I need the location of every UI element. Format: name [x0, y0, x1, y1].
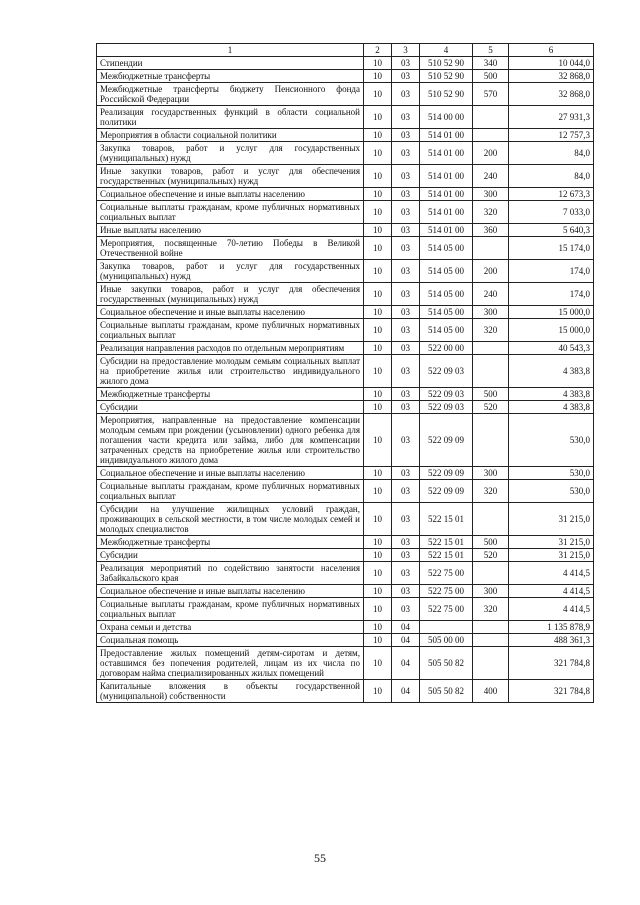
- cell-subsection: 03: [392, 319, 420, 342]
- cell-amount: 15 000,0: [509, 319, 594, 342]
- table-row: [97, 480, 594, 503]
- cell-target-article: 514 00 00: [420, 106, 473, 129]
- cell-subsection: 03: [392, 503, 420, 536]
- cell-amount: 4 414,5: [509, 598, 594, 621]
- cell-section: 10: [364, 106, 392, 129]
- cell-expense-type: [473, 503, 509, 536]
- cell-expense-type: [473, 414, 509, 467]
- table-row: [97, 283, 594, 306]
- cell-expense-type: 200: [473, 260, 509, 283]
- cell-subsection: 03: [392, 129, 420, 142]
- cell-name: Межбюджетные трансферты: [97, 70, 364, 83]
- cell-subsection: 03: [392, 585, 420, 598]
- cell-expense-type: 320: [473, 201, 509, 224]
- cell-name: Мероприятия в области социальной политики: [97, 129, 364, 142]
- cell-subsection: 03: [392, 70, 420, 83]
- cell-name: Субсидии: [97, 401, 364, 414]
- cell-subsection: 03: [392, 142, 420, 165]
- cell-subsection: 03: [392, 83, 420, 106]
- cell-amount: 321 784,8: [509, 647, 594, 680]
- cell-name: Межбюджетные трансферты бюджету Пенсионного фонда Российской Федерации: [97, 83, 364, 106]
- table-row: [97, 70, 594, 83]
- cell-section: 10: [364, 467, 392, 480]
- cell-expense-type: 500: [473, 388, 509, 401]
- cell-amount: 15 174,0: [509, 237, 594, 260]
- cell-amount: 174,0: [509, 283, 594, 306]
- cell-amount: 530,0: [509, 480, 594, 503]
- table-row: [97, 355, 594, 388]
- cell-amount: 27 931,3: [509, 106, 594, 129]
- cell-amount: 12 757,3: [509, 129, 594, 142]
- cell-name: Социальное обеспечение и иные выплаты населению: [97, 306, 364, 319]
- cell-name: Реализация направления расходов по отдельным мероприятиям: [97, 342, 364, 355]
- cell-amount: 174,0: [509, 260, 594, 283]
- cell-expense-type: 320: [473, 598, 509, 621]
- cell-expense-type: [473, 355, 509, 388]
- cell-section: 10: [364, 165, 392, 188]
- cell-expense-type: [473, 562, 509, 585]
- cell-section: 10: [364, 201, 392, 224]
- cell-expense-type: 500: [473, 536, 509, 549]
- cell-target-article: 510 52 90: [420, 70, 473, 83]
- budget-table-container: [96, 43, 593, 703]
- cell-name: Предоставление жилых помещений детям-сиротам и детям, оставшимся без попечения родителей, лицам из их числа по договорам найма специализированных жилых помещений: [97, 647, 364, 680]
- cell-subsection: 04: [392, 647, 420, 680]
- table-row: [97, 224, 594, 237]
- cell-amount: 31 215,0: [509, 503, 594, 536]
- header-col-2: 2: [364, 44, 392, 57]
- cell-subsection: 04: [392, 634, 420, 647]
- cell-subsection: 03: [392, 401, 420, 414]
- cell-section: 10: [364, 224, 392, 237]
- cell-section: 10: [364, 355, 392, 388]
- cell-subsection: 03: [392, 562, 420, 585]
- cell-amount: 84,0: [509, 142, 594, 165]
- table-row: [97, 503, 594, 536]
- header-col-6: 6: [509, 44, 594, 57]
- cell-subsection: 03: [392, 283, 420, 306]
- cell-section: 10: [364, 503, 392, 536]
- table-row: [97, 536, 594, 549]
- cell-subsection: 03: [392, 467, 420, 480]
- cell-expense-type: 300: [473, 467, 509, 480]
- cell-target-article: 514 01 00: [420, 224, 473, 237]
- cell-expense-type: 240: [473, 283, 509, 306]
- cell-section: 10: [364, 319, 392, 342]
- cell-section: 10: [364, 342, 392, 355]
- cell-name: Социальные выплаты гражданам, кроме публичных нормативных социальных выплат: [97, 598, 364, 621]
- cell-target-article: 514 01 00: [420, 165, 473, 188]
- cell-target-article: 514 05 00: [420, 237, 473, 260]
- cell-name: Реализация государственных функций в области социальной политики: [97, 106, 364, 129]
- cell-name: Мероприятия, направленные на предоставление компенсации молодым семьям при рождении (усыновлении) одного ребенка для погашения части кредита или займа, либо для компенсации затраченных средств на приобретение жилья или строительство индивидуального жилого дома: [97, 414, 364, 467]
- cell-amount: 530,0: [509, 467, 594, 480]
- cell-expense-type: 340: [473, 57, 509, 70]
- table-row: [97, 467, 594, 480]
- cell-target-article: 505 50 82: [420, 647, 473, 680]
- cell-amount: 31 215,0: [509, 549, 594, 562]
- cell-name: Охрана семьи и детства: [97, 621, 364, 634]
- table-body: [97, 57, 594, 703]
- cell-section: 10: [364, 188, 392, 201]
- cell-expense-type: 300: [473, 306, 509, 319]
- cell-name: Субсидии на предоставление молодым семьям социальных выплат на приобретение жилья или строительство индивидуального жилого дома: [97, 355, 364, 388]
- cell-section: 10: [364, 598, 392, 621]
- cell-amount: 4 383,8: [509, 388, 594, 401]
- cell-name: Социальные выплаты гражданам, кроме публичных нормативных социальных выплат: [97, 319, 364, 342]
- cell-amount: 10 044,0: [509, 57, 594, 70]
- cell-section: 10: [364, 306, 392, 319]
- cell-section: 10: [364, 129, 392, 142]
- cell-name: Иные выплаты населению: [97, 224, 364, 237]
- cell-expense-type: 200: [473, 142, 509, 165]
- table-row: [97, 142, 594, 165]
- cell-name: Межбюджетные трансферты: [97, 536, 364, 549]
- table-row: [97, 237, 594, 260]
- cell-target-article: 522 09 03: [420, 388, 473, 401]
- cell-target-article: 522 15 01: [420, 503, 473, 536]
- cell-expense-type: 520: [473, 549, 509, 562]
- cell-target-article: 514 01 00: [420, 201, 473, 224]
- cell-target-article: 514 05 00: [420, 306, 473, 319]
- table-row: [97, 549, 594, 562]
- cell-name: Социальное обеспечение и иные выплаты населению: [97, 188, 364, 201]
- cell-target-article: 522 09 09: [420, 414, 473, 467]
- cell-section: 10: [364, 260, 392, 283]
- cell-subsection: 03: [392, 237, 420, 260]
- cell-section: 10: [364, 142, 392, 165]
- cell-subsection: 03: [392, 306, 420, 319]
- cell-expense-type: 300: [473, 188, 509, 201]
- cell-name: Стипендии: [97, 57, 364, 70]
- cell-expense-type: 400: [473, 680, 509, 703]
- cell-amount: 4 414,5: [509, 562, 594, 585]
- cell-subsection: 03: [392, 165, 420, 188]
- cell-target-article: 522 09 03: [420, 355, 473, 388]
- cell-amount: 84,0: [509, 165, 594, 188]
- cell-section: 10: [364, 388, 392, 401]
- cell-section: 10: [364, 414, 392, 467]
- cell-amount: 1 135 878,9: [509, 621, 594, 634]
- cell-name: Реализация мероприятий по содействию занятости населения Забайкальского края: [97, 562, 364, 585]
- table-row: [97, 598, 594, 621]
- cell-expense-type: [473, 237, 509, 260]
- cell-subsection: 03: [392, 480, 420, 503]
- cell-name: Социальное обеспечение и иные выплаты населению: [97, 467, 364, 480]
- table-row: [97, 106, 594, 129]
- cell-name: Капитальные вложения в объекты государственной (муниципальной) собственности: [97, 680, 364, 703]
- cell-target-article: 514 01 00: [420, 129, 473, 142]
- cell-amount: 31 215,0: [509, 536, 594, 549]
- cell-amount: 7 033,0: [509, 201, 594, 224]
- cell-target-article: 522 75 00: [420, 562, 473, 585]
- cell-target-article: 522 75 00: [420, 585, 473, 598]
- table-row: [97, 306, 594, 319]
- cell-target-article: 505 00 00: [420, 634, 473, 647]
- cell-subsection: 03: [392, 57, 420, 70]
- cell-target-article: [420, 621, 473, 634]
- page-number: 55: [314, 851, 326, 865]
- cell-target-article: 522 15 01: [420, 549, 473, 562]
- cell-name: Социальные выплаты гражданам, кроме публичных нормативных социальных выплат: [97, 480, 364, 503]
- cell-expense-type: 320: [473, 480, 509, 503]
- cell-subsection: 03: [392, 224, 420, 237]
- header-col-4: 4: [420, 44, 473, 57]
- cell-section: 10: [364, 480, 392, 503]
- cell-subsection: 03: [392, 414, 420, 467]
- cell-expense-type: 570: [473, 83, 509, 106]
- cell-target-article: 510 52 90: [420, 83, 473, 106]
- cell-amount: 4 383,8: [509, 355, 594, 388]
- cell-section: 10: [364, 585, 392, 598]
- cell-subsection: 03: [392, 388, 420, 401]
- cell-subsection: 03: [392, 598, 420, 621]
- table-row: [97, 129, 594, 142]
- cell-subsection: 03: [392, 355, 420, 388]
- table-row: [97, 57, 594, 70]
- cell-amount: 530,0: [509, 414, 594, 467]
- table-row: [97, 621, 594, 634]
- cell-target-article: 514 05 00: [420, 283, 473, 306]
- cell-section: 10: [364, 549, 392, 562]
- cell-subsection: 03: [392, 106, 420, 129]
- cell-target-article: 510 52 90: [420, 57, 473, 70]
- table-row: [97, 680, 594, 703]
- cell-name: Иные закупки товаров, работ и услуг для обеспечения государственных (муниципальных) нужд: [97, 165, 364, 188]
- cell-amount: 40 543,3: [509, 342, 594, 355]
- cell-section: 10: [364, 621, 392, 634]
- cell-section: 10: [364, 283, 392, 306]
- cell-name: Субсидии на улучшение жилищных условий граждан, проживающих в сельской местности, в том числе молодых семей и молодых специалистов: [97, 503, 364, 536]
- cell-name: Социальные выплаты гражданам, кроме публичных нормативных социальных выплат: [97, 201, 364, 224]
- table-row: [97, 388, 594, 401]
- table-row: [97, 201, 594, 224]
- cell-name: Иные закупки товаров, работ и услуг для обеспечения государственных (муниципальных) нужд: [97, 283, 364, 306]
- cell-expense-type: 500: [473, 70, 509, 83]
- cell-section: 10: [364, 401, 392, 414]
- cell-name: Закупка товаров, работ и услуг для государственных (муниципальных) нужд: [97, 260, 364, 283]
- cell-target-article: 522 09 09: [420, 467, 473, 480]
- cell-amount: 4 414,5: [509, 585, 594, 598]
- cell-section: 10: [364, 634, 392, 647]
- cell-expense-type: 240: [473, 165, 509, 188]
- cell-subsection: 04: [392, 621, 420, 634]
- table-row: [97, 401, 594, 414]
- cell-expense-type: 320: [473, 319, 509, 342]
- cell-subsection: 03: [392, 201, 420, 224]
- cell-name: Субсидии: [97, 549, 364, 562]
- cell-amount: 32 868,0: [509, 70, 594, 83]
- cell-amount: 32 868,0: [509, 83, 594, 106]
- cell-expense-type: [473, 634, 509, 647]
- cell-target-article: 505 50 82: [420, 680, 473, 703]
- cell-expense-type: [473, 647, 509, 680]
- cell-target-article: 514 01 00: [420, 188, 473, 201]
- cell-amount: 15 000,0: [509, 306, 594, 319]
- table-row: [97, 562, 594, 585]
- cell-name: Социальная помощь: [97, 634, 364, 647]
- cell-target-article: 522 09 09: [420, 480, 473, 503]
- cell-target-article: 514 05 00: [420, 319, 473, 342]
- cell-target-article: 522 15 01: [420, 536, 473, 549]
- cell-amount: 4 383,8: [509, 401, 594, 414]
- cell-expense-type: [473, 342, 509, 355]
- table-row: [97, 165, 594, 188]
- table-row: [97, 83, 594, 106]
- header-col-3: 3: [392, 44, 420, 57]
- cell-expense-type: [473, 621, 509, 634]
- table-row: [97, 319, 594, 342]
- cell-section: 10: [364, 536, 392, 549]
- header-col-1: 1: [97, 44, 364, 57]
- cell-section: 10: [364, 83, 392, 106]
- cell-section: 10: [364, 680, 392, 703]
- cell-subsection: 03: [392, 549, 420, 562]
- cell-target-article: 522 00 00: [420, 342, 473, 355]
- cell-amount: 488 361,3: [509, 634, 594, 647]
- cell-expense-type: 360: [473, 224, 509, 237]
- cell-section: 10: [364, 70, 392, 83]
- cell-subsection: 04: [392, 680, 420, 703]
- cell-amount: 5 640,3: [509, 224, 594, 237]
- cell-subsection: 03: [392, 260, 420, 283]
- cell-subsection: 03: [392, 188, 420, 201]
- table-row: [97, 414, 594, 467]
- cell-expense-type: 300: [473, 585, 509, 598]
- table-row: [97, 585, 594, 598]
- cell-section: 10: [364, 562, 392, 585]
- cell-target-article: 514 01 00: [420, 142, 473, 165]
- cell-name: Социальное обеспечение и иные выплаты населению: [97, 585, 364, 598]
- cell-section: 10: [364, 237, 392, 260]
- cell-amount: 321 784,8: [509, 680, 594, 703]
- cell-expense-type: [473, 106, 509, 129]
- cell-target-article: 522 09 03: [420, 401, 473, 414]
- cell-subsection: 03: [392, 342, 420, 355]
- cell-target-article: 514 05 00: [420, 260, 473, 283]
- cell-section: 10: [364, 57, 392, 70]
- cell-name: Закупка товаров, работ и услуг для государственных (муниципальных) нужд: [97, 142, 364, 165]
- cell-subsection: 03: [392, 536, 420, 549]
- table-row: [97, 634, 594, 647]
- cell-expense-type: 520: [473, 401, 509, 414]
- cell-section: 10: [364, 647, 392, 680]
- header-col-5: 5: [473, 44, 509, 57]
- table-row: [97, 188, 594, 201]
- table-row: [97, 260, 594, 283]
- cell-target-article: 522 75 00: [420, 598, 473, 621]
- header-row: [97, 44, 594, 57]
- cell-name: Мероприятия, посвященные 70-летию Победы в Великой Отечественной войне: [97, 237, 364, 260]
- cell-amount: 12 673,3: [509, 188, 594, 201]
- cell-expense-type: [473, 129, 509, 142]
- cell-name: Межбюджетные трансферты: [97, 388, 364, 401]
- budget-table: [96, 43, 594, 703]
- table-row: [97, 342, 594, 355]
- table-row: [97, 647, 594, 680]
